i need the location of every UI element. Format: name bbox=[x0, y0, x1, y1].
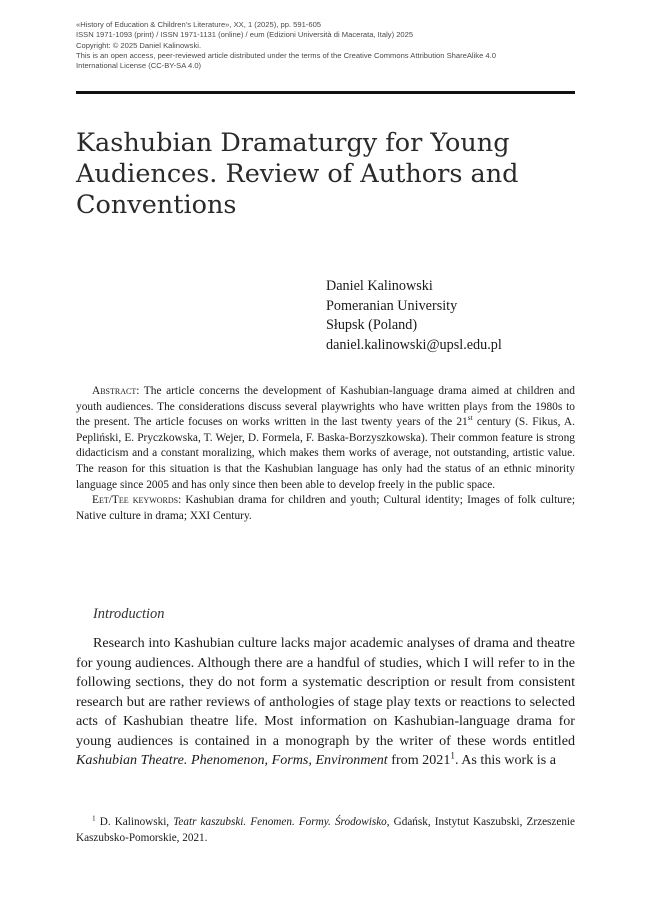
keywords-label: Eet/Tee keywords: bbox=[92, 494, 182, 507]
abstract-text-cont: century (S. Fikus, A. Pepliński, E. Pryczkowska, T. Wejer, D. Formela, F. Baska-Borzyszkowska). Their common feature is strong didacticism and a constant moralizing, which makes them works of average, not outstanding, artistic value. The reason for this situation is that the Kashubian language has only had the status of an ethnic minority language since 2005 and has only since then been able to develop freely in the public space. bbox=[76, 416, 575, 491]
body-book-title: Kashubian Theatre. Phenomenon, Forms, Environment bbox=[76, 752, 388, 768]
journal-header bbox=[76, 20, 576, 71]
body-text-cont: from 2021 bbox=[387, 752, 451, 768]
author-block bbox=[326, 277, 502, 355]
abstract-block bbox=[76, 384, 575, 524]
section-heading: Introduction bbox=[93, 606, 165, 622]
header-divider bbox=[76, 91, 575, 94]
header-line-license: This is an open access, peer-reviewed article distributed under the terms of the Creative Commons Attribution ShareAlike 4.0 bbox=[76, 50, 496, 60]
footnote-text: D. Kalinowski, bbox=[95, 816, 174, 828]
abstract-label: Abstract: bbox=[92, 385, 140, 397]
keywords-paragraph bbox=[76, 493, 575, 524]
abstract-text: The article concerns the development of Kashubian-language drama aimed at children and youth audiences. The considerations discuss several playwrights who have written plays from the 1980s to the present. The article focuses on works written in the last twenty years of the 21 bbox=[76, 385, 575, 429]
author-name: Daniel Kalinowski bbox=[326, 278, 433, 294]
header-line-copyright: Copyright: © 2025 Daniel Kalinowski. bbox=[76, 40, 202, 50]
body-text: Research into Kashubian culture lacks major academic analyses of drama and theatre for young audiences. Although there are a handful of studies, which I will refer to in the following sections, they do not form a systematic description or result from consistent research but are rather reviews of anthologies of stage play texts or reactions to selected acts of Kashubian theatre life. Most information on Kashubian-language drama for young audiences is contained in a monograph by the writer of these words entitled bbox=[76, 635, 575, 749]
abstract-ordinal-suffix: st bbox=[467, 413, 473, 423]
header-line-citation: «History of Education & Children's Literature», XX, 1 (2025), pp. 591-605 bbox=[76, 20, 322, 29]
author-affiliation: Pomeranian University bbox=[326, 297, 458, 314]
body-paragraph bbox=[76, 634, 575, 771]
header-line-license-cont: International License (CC-BY-SA 4.0) bbox=[76, 61, 202, 71]
header-line-issn: ISSN 1971-1093 (print) / ISSN 1971-1131 (online) / eum (Edizioni Università di Macerata, Italy) 2025 bbox=[76, 30, 414, 40]
article-title: Kashubian Dramaturgy for Young Audiences. Review of Authors and Conventions bbox=[76, 128, 519, 220]
author-email: daniel.kalinowski@upsl.edu.pl bbox=[326, 336, 502, 353]
footnote-book-title: Teatr kaszubski. Fenomen. Formy. Środowisko bbox=[173, 816, 387, 828]
body-text-end: . As this work is a bbox=[454, 752, 556, 768]
footnote-text-cont: , Gdańsk, Instytut Kaszubski, Zrzeszenie Kaszubsko-Pomorskie, 2021. bbox=[76, 816, 575, 844]
keywords-text: Kashubian drama for children and youth; Cultural identity; Images of folk culture; Native culture in drama; XXI Century. bbox=[76, 494, 575, 522]
footnote bbox=[76, 815, 575, 846]
abstract-paragraph bbox=[76, 384, 575, 493]
author-city: Słupsk (Poland) bbox=[326, 317, 418, 333]
footnote-number: 1 bbox=[92, 814, 96, 823]
footnote-reference[interactable]: 1 bbox=[450, 750, 455, 761]
